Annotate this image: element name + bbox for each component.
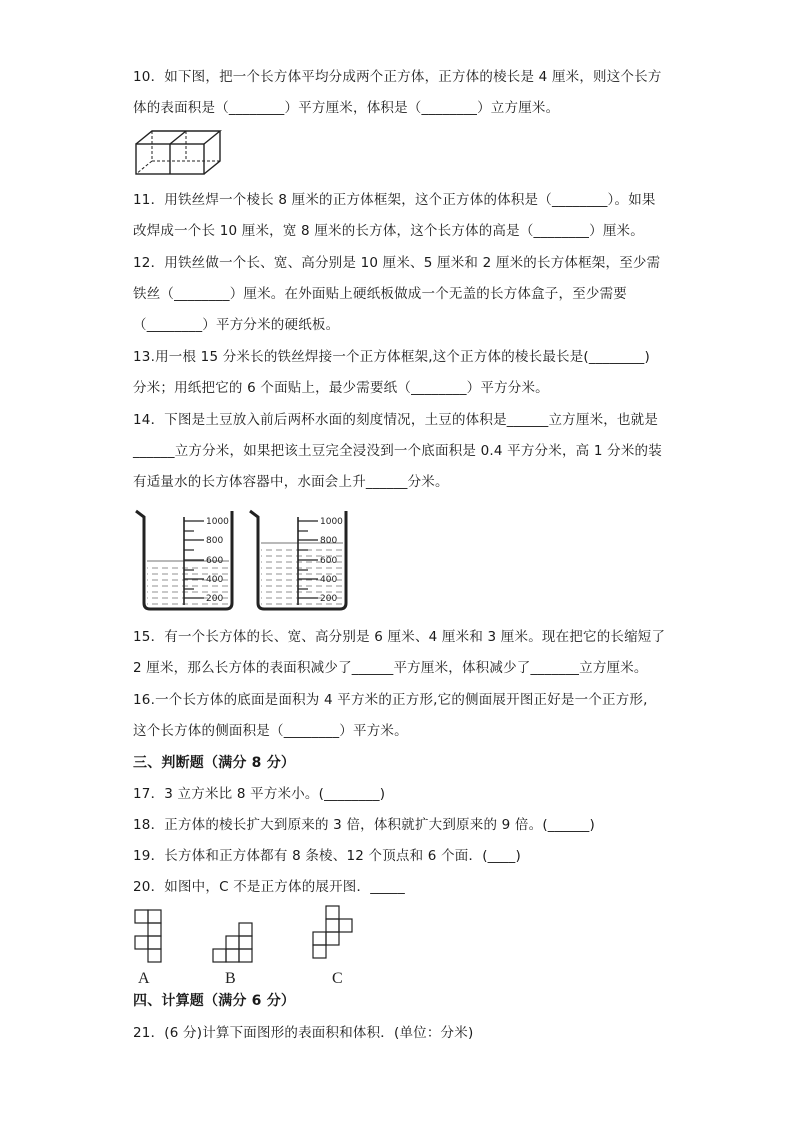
cube-nets-figure: [128, 902, 368, 988]
tick-label: 400: [206, 575, 224, 585]
q14-line2: ______立方分米，如果把该土豆完全浸没到一个底面积是 0.4 平方分米，高 1 分米的装: [133, 443, 662, 459]
q10-line1: 10．如下图，把一个长方体平均分成两个正方体，正方体的棱长是 4 厘米，则这个长方: [133, 69, 662, 85]
q13-line1: 13.用一根 15 分米长的铁丝焊接一个正方体框架,这个正方体的棱长最长是(________): [133, 349, 650, 365]
tick-label: 800: [206, 536, 224, 546]
tick-label: 200: [206, 594, 224, 604]
section-judgement-title: 三、判断题（满分 8 分）: [133, 755, 296, 771]
q14-line3: 有适量水的长方体容器中，水面会上升______分米。: [133, 474, 449, 490]
q13-line2: 分米；用纸把它的 6 个面贴上，最少需要纸（________）平方分米。: [133, 380, 549, 396]
q17: 17．3 立方米比 8 平方米小。(________): [133, 786, 386, 802]
beaker-after: [250, 511, 346, 609]
q11-line2: 改焊成一个长 10 厘米，宽 8 厘米的长方体，这个长方体的高是（________）厘米。: [133, 223, 644, 239]
q15-line2: 2 厘米，那么长方体的表面积减少了______平方厘米，体积减少了_______立方厘米。: [133, 660, 648, 676]
beakers-figure: [132, 505, 352, 615]
q12-line3: （________）平方分米的硬纸板。: [133, 317, 340, 333]
tick-label: 600: [206, 556, 224, 566]
tick-label: 600: [320, 556, 338, 566]
tick-label: 1000: [206, 517, 229, 527]
q10-line2: 体的表面积是（________）平方厘米，体积是（________）立方厘米。: [133, 100, 560, 116]
tick-label: 800: [320, 536, 338, 546]
q16-line2: 这个长方体的侧面积是（________）平方米。: [133, 723, 408, 739]
net-b: [213, 923, 252, 962]
q12-line2: 铁丝（________）厘米。在外面贴上硬纸板做成一个无盖的长方体盒子，至少需要: [133, 286, 627, 302]
net-a: [135, 910, 161, 962]
tick-label: 400: [320, 575, 338, 585]
q16-line1: 16.一个长方体的底面是面积为 4 平方米的正方形,它的侧面展开图正好是一个正方形,: [133, 692, 648, 708]
net-a-label: A: [138, 970, 150, 987]
q21: 21．(6 分)计算下面图形的表面积和体积．(单位：分米): [133, 1025, 474, 1041]
section-calculation-title: 四、计算题（满分 6 分）: [133, 993, 296, 1009]
tick-label: 200: [320, 594, 338, 604]
q15-line1: 15．有一个长方体的长、宽、高分别是 6 厘米、4 厘米和 3 厘米。现在把它的长缩短了: [133, 629, 666, 645]
q20: 20．如图中，C 不是正方体的展开图．_____: [133, 879, 405, 895]
q12-line1: 12．用铁丝做一个长、宽、高分别是 10 厘米、5 厘米和 2 厘米的长方体框架，至少需: [133, 255, 661, 271]
q14-line1: 14．下图是土豆放入前后两杯水面的刻度情况，土豆的体积是______立方厘米，也就是: [133, 412, 659, 428]
net-c-label: C: [332, 970, 343, 987]
beaker-before: [136, 511, 232, 609]
net-b-label: B: [225, 970, 236, 987]
q11-line1: 11．用铁丝焊一个棱长 8 厘米的正方体框架，这个正方体的体积是（________）。如果: [133, 192, 656, 208]
q19: 19．长方体和正方体都有 8 条棱、12 个顶点和 6 个面．(____): [133, 848, 521, 864]
tick-label: 1000: [320, 517, 343, 527]
q18: 18．正方体的棱长扩大到原来的 3 倍，体积就扩大到原来的 9 倍。(______): [133, 817, 595, 833]
cuboid-figure: [134, 128, 224, 178]
net-c: [313, 906, 352, 958]
